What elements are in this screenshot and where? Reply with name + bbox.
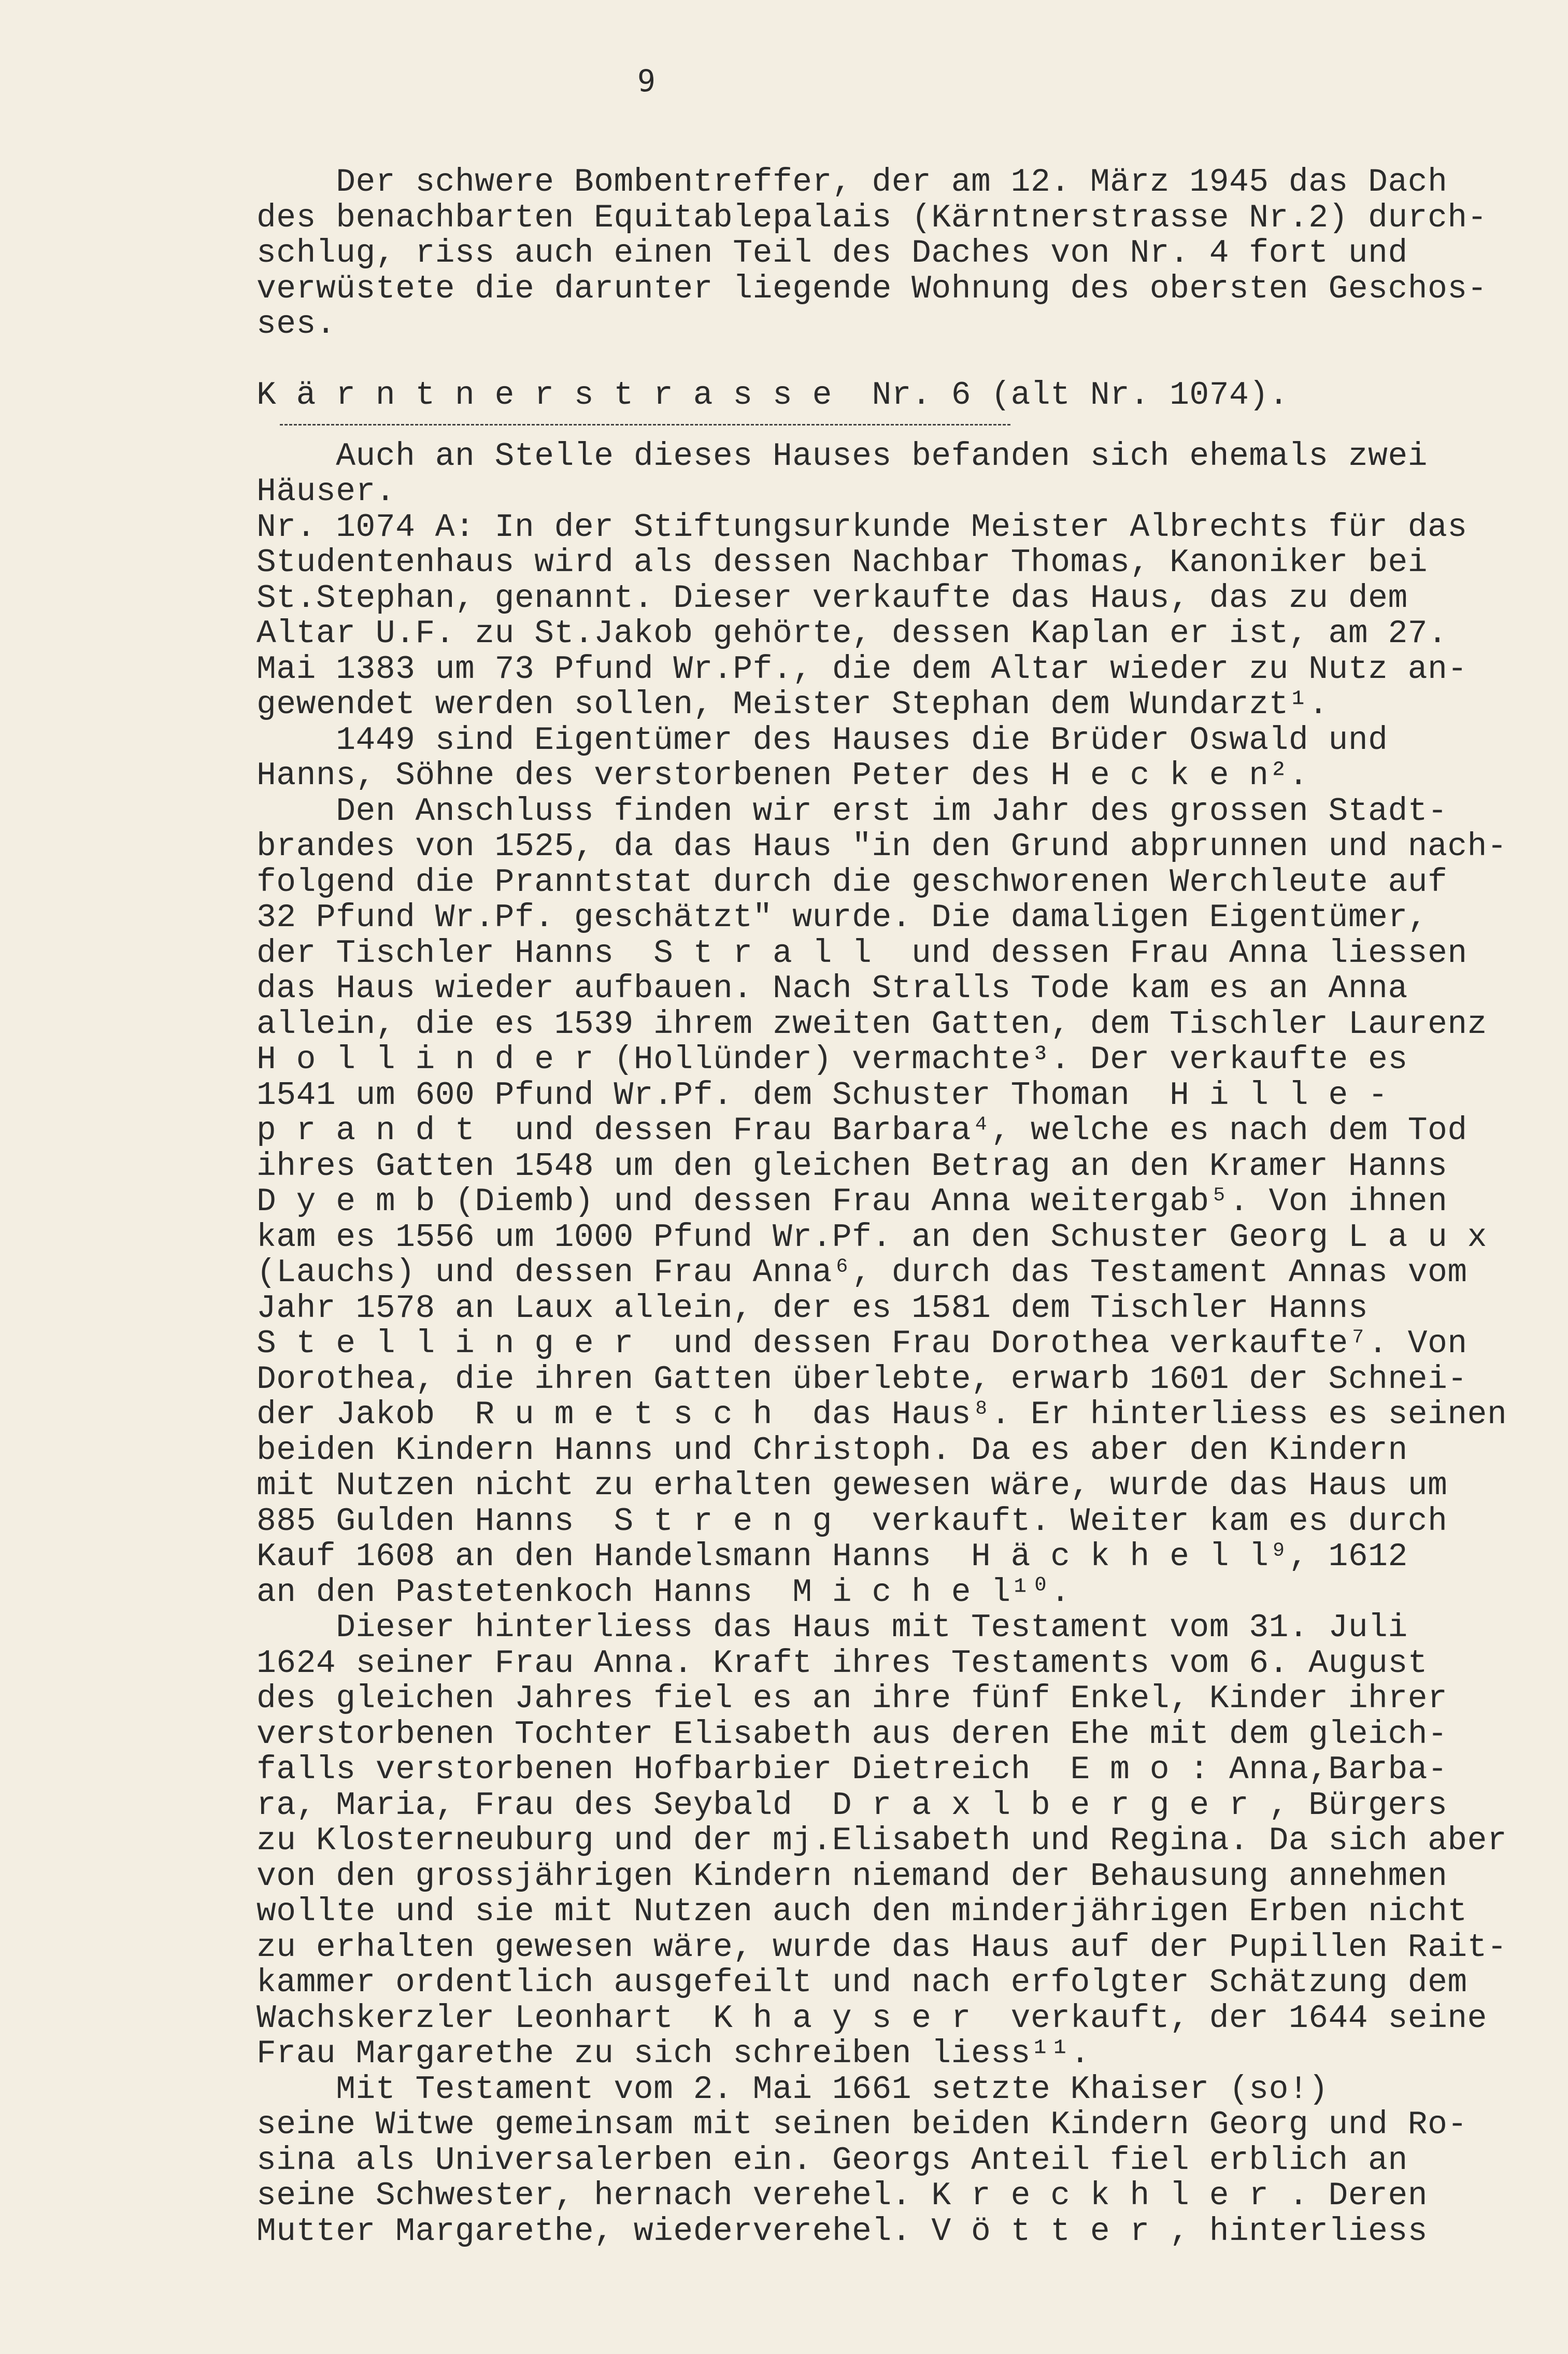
text-line: kam es 1556 um 1000 Pfund Wr.Pf. an den Schuster Georg L a u x xyxy=(256,1218,1487,1256)
text-line: zu Klosterneuburg und der mj.Elisabeth und Regina. Da sich aber xyxy=(256,1822,1507,1859)
text-line: St.Stephan, genannt. Dieser verkaufte das Haus, das zu dem xyxy=(256,579,1408,617)
text-line: allein, die es 1539 ihrem zweiten Gatten, dem Tischler Laurenz xyxy=(256,1005,1487,1043)
text-line: Hanns, Söhne des verstorbenen Peter des H e c k e n². xyxy=(256,757,1309,794)
text-line: das Haus wieder aufbauen. Nach Stralls Tode kam es an Anna xyxy=(256,970,1408,1007)
text-line: wollte und sie mit Nutzen auch den minderjährigen Erben nicht xyxy=(256,1893,1467,1930)
text-line: Wachskerzler Leonhart K h a y s e r verkauft, der 1644 seine xyxy=(256,2000,1487,2037)
text-line: Dieser hinterliess das Haus mit Testament vom 31. Juli xyxy=(256,1609,1408,1646)
margin-annotation xyxy=(6,1019,140,1033)
text-line: brandes von 1525, da das Haus "in den Grund abprunnen und nach- xyxy=(256,828,1507,865)
text-line: von den grossjährigen Kindern niemand der Behausung annehmen xyxy=(256,1857,1448,1895)
text-line: Mai 1383 um 73 Pfund Wr.Pf., die dem Altar wieder zu Nutz an- xyxy=(256,650,1467,688)
text-line: Frau Margarethe zu sich schreiben liess¹¹. xyxy=(256,2035,1090,2072)
text-line: beiden Kindern Hanns und Christoph. Da es aber den Kindern xyxy=(256,1431,1408,1469)
text-line: Altar U.F. zu St.Jakob gehörte, dessen Kaplan er ist, am 27. xyxy=(256,615,1448,652)
text-line: gewendet werden sollen, Meister Stephan dem Wundarzt¹. xyxy=(256,686,1329,723)
paragraph-bomb-damage xyxy=(256,165,1542,343)
text-line: H o l l i n d e r (Hollünder) vermachte³. Der verkaufte es xyxy=(256,1041,1408,1078)
text-line: 1449 sind Eigentümer des Hauses die Brüder Oswald und xyxy=(256,721,1388,759)
text-line: an den Pastetenkoch Hanns M i c h e l¹⁰. xyxy=(256,1573,1071,1611)
text-line: schlug, riss auch einen Teil des Daches von Nr. 4 fort und xyxy=(256,235,1408,272)
text-line: S t e l l i n g e r und dessen Frau Dorothea verkaufte⁷. Von xyxy=(256,1325,1467,1362)
text-line: Kauf 1608 an den Handelsmann Hanns H ä c k h e l l⁹, 1612 xyxy=(256,1538,1408,1575)
text-line: der Tischler Hanns S t r a l l und dessen Frau Anna liessen xyxy=(256,934,1467,972)
section-heading: K ä r n t n e r s t r a s s e Nr. 6 (alt Nr. 1074). xyxy=(256,377,1289,414)
text-line: Jahr 1578 an Laux allein, der es 1581 dem Tischler Hanns xyxy=(256,1289,1369,1327)
text-line: mit Nutzen nicht zu erhalten gewesen wäre, wurde das Haus um xyxy=(256,1467,1448,1504)
text-line: der Jakob R u m e t s c h das Haus⁸. Er hinterliess es seinen xyxy=(256,1396,1507,1433)
text-line: ra, Maria, Frau des Seybald D r a x l b e r g e r , Bürgers xyxy=(256,1786,1448,1824)
body-text xyxy=(256,165,1542,2249)
page-number: 9 xyxy=(637,63,655,98)
text-line: des gleichen Jahres fiel es an ihre fünf Enkel, Kinder ihrer xyxy=(256,1680,1448,1717)
text-line: Mit Testament vom 2. Mai 1661 setzte Khaiser (so!) xyxy=(256,2071,1329,2108)
section-body xyxy=(256,439,1542,2250)
text-line: sina als Universalerben ein. Georgs Anteil fiel erblich an xyxy=(256,2142,1408,2179)
text-line: p r a n d t und dessen Frau Barbara⁴, welche es nach dem Tod xyxy=(256,1112,1467,1149)
text-line: (Lauchs) und dessen Frau Anna⁶, durch das Testament Annas vom xyxy=(256,1254,1467,1291)
text-line: Der schwere Bombentreffer, der am 12. März 1945 das Dach xyxy=(256,164,1448,201)
text-line: seine Witwe gemeinsam mit seinen beiden Kindern Georg und Ro- xyxy=(256,2106,1467,2143)
text-line: Häuser. xyxy=(256,473,396,510)
text-line: Dorothea, die ihren Gatten überlebte, erwarb 1601 der Schnei- xyxy=(256,1360,1467,1398)
text-line: 1624 seiner Frau Anna. Kraft ihres Testaments vom 6. August xyxy=(256,1644,1428,1682)
text-line: Mutter Margarethe, wiederverehel. V ö t t e r , hinterliess xyxy=(256,2213,1428,2250)
text-line: verwüstete die darunter liegende Wohnung des obersten Geschos- xyxy=(256,270,1487,307)
text-line: Studentenhaus wird als dessen Nachbar Thomas, Kanoniker bei xyxy=(256,544,1428,581)
text-line: Den Anschluss finden wir erst im Jahr des grossen Stadt- xyxy=(256,792,1448,830)
text-line: D y e m b (Diemb) und dessen Frau Anna weitergab⁵. Von ihnen xyxy=(256,1183,1448,1220)
text-line: verstorbenen Tochter Elisabeth aus deren Ehe mit dem gleich- xyxy=(256,1715,1448,1753)
text-line: 1541 um 600 Pfund Wr.Pf. dem Schuster Thoman H i l l e - xyxy=(256,1076,1388,1114)
text-line: folgend die Pranntstat durch die geschworenen Werchleute auf xyxy=(256,863,1448,901)
text-line: falls verstorbenen Hofbarbier Dietreich E m o : Anna,Barba- xyxy=(256,1751,1448,1788)
text-line: kammer ordentlich ausgefeilt und nach erfolgter Schätzung dem xyxy=(256,1964,1467,2001)
text-line: ihres Gatten 1548 um den gleichen Betrag an den Kramer Hanns xyxy=(256,1147,1448,1185)
text-line: 32 Pfund Wr.Pf. geschätzt" wurde. Die damaligen Eigentümer, xyxy=(256,899,1428,936)
heading-divider xyxy=(280,424,1010,426)
text-line: des benachbarten Equitablepalais (Kärntnerstrasse Nr.2) durch- xyxy=(256,199,1487,236)
text-line: ses. xyxy=(256,306,336,343)
text-line: 885 Gulden Hanns S t r e n g verkauft. Weiter kam es durch xyxy=(256,1502,1448,1540)
text-line: zu erhalten gewesen wäre, wurde das Haus auf der Pupillen Rait- xyxy=(256,1928,1507,1966)
text-line: Nr. 1074 A: In der Stiftungsurkunde Meister Albrechts für das xyxy=(256,508,1467,546)
text-line: seine Schwester, hernach verehel. K r e c k h l e r . Deren xyxy=(256,2177,1428,2214)
text-line: Auch an Stelle dieses Hauses befanden sich ehemals zwei xyxy=(256,437,1428,475)
